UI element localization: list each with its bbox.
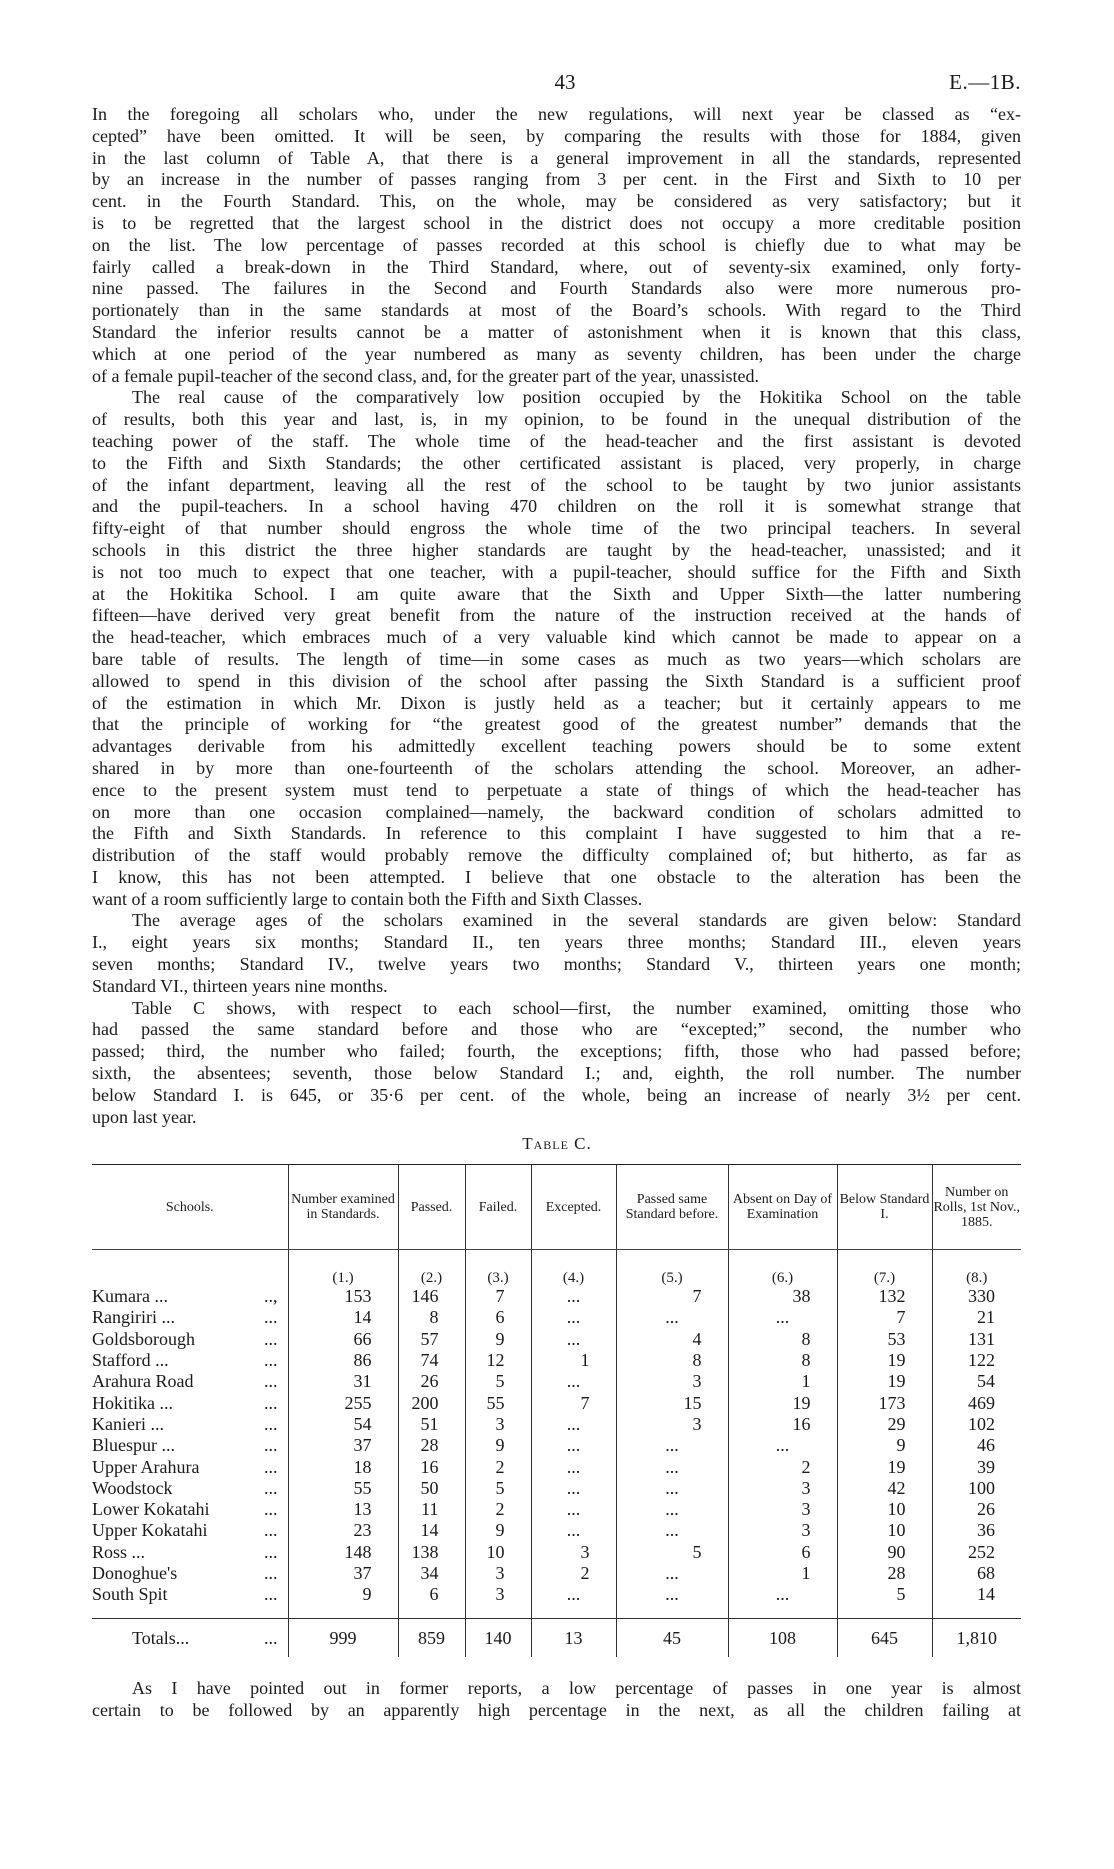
table-cell: ... bbox=[616, 1307, 728, 1328]
column-header: Excepted. bbox=[531, 1165, 616, 1250]
column-number: (8.) bbox=[932, 1250, 1021, 1287]
text-line: is to be regretted that the largest school in the district does not occupy a more creditable position bbox=[92, 212, 1021, 233]
column-header: Below Standard I. bbox=[837, 1165, 932, 1250]
text-line: Standard VI., thirteen years nine months. bbox=[92, 975, 388, 996]
table-cell: 29 bbox=[837, 1414, 932, 1435]
school-name: Arahura Road bbox=[92, 1371, 194, 1392]
table-cell: 4 bbox=[616, 1329, 728, 1350]
table-cell: 37 bbox=[288, 1563, 398, 1584]
table-row bbox=[92, 1542, 1021, 1563]
table-cell: 3 bbox=[616, 1414, 728, 1435]
table-row bbox=[92, 1520, 1021, 1541]
table-cell: 15 bbox=[616, 1392, 728, 1413]
table-cell: 54 bbox=[288, 1414, 398, 1435]
table-cell: ... bbox=[531, 1329, 616, 1350]
leader-dots: ... bbox=[264, 1499, 278, 1520]
text-line: cepted” have been omitted. It will be seen, by comparing the results with those for 1884, given bbox=[92, 125, 1021, 146]
table-cell: 122 bbox=[932, 1350, 1021, 1371]
text-line: of results, both this year and last, is, in my opinion, to be found in the unequal distribution of the bbox=[92, 409, 1021, 430]
table-row bbox=[92, 1563, 1021, 1584]
table-cell: 74 bbox=[398, 1350, 465, 1371]
table-row bbox=[92, 1350, 1021, 1371]
table-cell: 173 bbox=[837, 1392, 932, 1413]
column-number: (7.) bbox=[837, 1250, 932, 1287]
table-cell: ... bbox=[531, 1499, 616, 1520]
table-cell: ... bbox=[616, 1456, 728, 1477]
school-cell bbox=[92, 1307, 288, 1328]
table-cell: 54 bbox=[932, 1371, 1021, 1392]
total-cell: 1,810 bbox=[932, 1619, 1021, 1658]
table-header-row bbox=[92, 1165, 1021, 1250]
table-cell: 3 bbox=[616, 1371, 728, 1392]
text-line: and the pupil-teachers. In a school having 470 children on the roll it is somewhat strange that bbox=[92, 496, 1021, 517]
table-cell: 9 bbox=[288, 1584, 398, 1605]
column-number: (1.) bbox=[288, 1250, 398, 1287]
text-line: I know, this has not been attempted. I believe that one obstacle to the alteration has been the bbox=[92, 866, 1021, 887]
table-cell: 5 bbox=[465, 1371, 531, 1392]
school-cell bbox=[92, 1563, 288, 1584]
column-number: (5.) bbox=[616, 1250, 728, 1287]
school-cell bbox=[92, 1456, 288, 1477]
text-line: had passed the same standard before and those who are “excepted;” second, the number who bbox=[92, 1019, 1021, 1040]
text-line: nine passed. The failures in the Second and Fourth Standards also were more numerous pro- bbox=[92, 278, 1021, 299]
table-cell: ... bbox=[531, 1435, 616, 1456]
leader-dots: ... bbox=[264, 1392, 278, 1413]
leader-dots: ... bbox=[264, 1350, 278, 1371]
table-cell: 9 bbox=[837, 1435, 932, 1456]
text-line: Standard the inferior results cannot be a matter of astonishment when it is known that this class, bbox=[92, 321, 1021, 342]
table-cell: 5 bbox=[837, 1584, 932, 1605]
table-cell: ... bbox=[616, 1478, 728, 1499]
table-cell: 153 bbox=[288, 1286, 398, 1307]
school-cell bbox=[92, 1584, 288, 1605]
total-cell: 140 bbox=[465, 1619, 531, 1658]
leader-dots: ... bbox=[264, 1627, 278, 1648]
table-cell: 1 bbox=[531, 1350, 616, 1371]
text-line: which at one period of the year numbered as many as seventy children, has been under the charge bbox=[92, 343, 1021, 364]
table-cell: ... bbox=[616, 1435, 728, 1456]
table-cell: 13 bbox=[288, 1499, 398, 1520]
table-cell: 10 bbox=[837, 1520, 932, 1541]
text-line: by an increase in the number of passes ranging from 3 per cent. in the First and Sixth to 10 per bbox=[92, 169, 1021, 190]
totals-row bbox=[92, 1619, 1021, 1658]
text-line: the head-teacher, which embraces much of a very valuable kind which cannot be made to appear on a bbox=[92, 627, 1021, 648]
text-line: of a female pupil-teacher of the second class, and, for the greater part of the year, unassisted. bbox=[92, 365, 759, 386]
table-row bbox=[92, 1456, 1021, 1477]
table-cell: 36 bbox=[932, 1520, 1021, 1541]
table-cell: 6 bbox=[728, 1542, 837, 1563]
table-cell: 2 bbox=[465, 1456, 531, 1477]
school-cell bbox=[92, 1414, 288, 1435]
school-name: Lower Kokatahi bbox=[92, 1499, 210, 1520]
school-name: Bluespur ... bbox=[92, 1435, 175, 1456]
leader-dots: ... bbox=[264, 1413, 278, 1434]
school-cell bbox=[92, 1350, 288, 1371]
table-cell: 50 bbox=[398, 1478, 465, 1499]
text-line: portionately than in the same standards at most of the Board’s schools. With regard to the Third bbox=[92, 300, 1021, 321]
page-number: 43 bbox=[554, 70, 576, 94]
table-cell: 19 bbox=[837, 1371, 932, 1392]
column-number: (2.) bbox=[398, 1250, 465, 1287]
text-line: fifty-eight of that number should engross the whole time of the two principal teachers. In several bbox=[92, 518, 1021, 539]
text-line: of the infant department, leaving all the rest of the school to be taught by two junior assistants bbox=[92, 474, 1021, 495]
table-cell: 57 bbox=[398, 1329, 465, 1350]
table-cell: 3 bbox=[728, 1499, 837, 1520]
table-cell: 2 bbox=[465, 1499, 531, 1520]
table-cell: 55 bbox=[465, 1392, 531, 1413]
table-cell: 26 bbox=[398, 1371, 465, 1392]
table-cell: ... bbox=[616, 1584, 728, 1605]
leader-dots: ... bbox=[264, 1541, 278, 1562]
table-cell: 34 bbox=[398, 1563, 465, 1584]
table-cell: 39 bbox=[932, 1456, 1021, 1477]
school-cell bbox=[92, 1392, 288, 1413]
school-cell bbox=[92, 1499, 288, 1520]
total-cell: 645 bbox=[837, 1619, 932, 1658]
school-name: Ross ... bbox=[92, 1541, 146, 1562]
table-cell: 86 bbox=[288, 1350, 398, 1371]
table-cell: 53 bbox=[837, 1329, 932, 1350]
school-name: Kumara ... bbox=[92, 1286, 168, 1307]
text-line: Table C shows, with respect to each school—first, the number examined, omitting those who bbox=[132, 997, 1021, 1018]
paragraph bbox=[92, 104, 1021, 387]
table-cell: 23 bbox=[288, 1520, 398, 1541]
school-name: South Spit bbox=[92, 1584, 168, 1605]
table-cell: 255 bbox=[288, 1392, 398, 1413]
table-cell: 1 bbox=[728, 1371, 837, 1392]
school-name: Kanieri ... bbox=[92, 1413, 164, 1434]
table-cell: 7 bbox=[616, 1286, 728, 1307]
table-cell: 8 bbox=[728, 1350, 837, 1371]
table-cell: 12 bbox=[465, 1350, 531, 1371]
table-cell: 1 bbox=[728, 1563, 837, 1584]
table-cell: 55 bbox=[288, 1478, 398, 1499]
table-cell: 3 bbox=[531, 1542, 616, 1563]
table-row bbox=[92, 1435, 1021, 1456]
text-line: sixth, the absentees; seventh, those below Standard I.; and, eighth, the roll number. The number bbox=[92, 1063, 1021, 1084]
table-cell: 16 bbox=[728, 1414, 837, 1435]
school-cell bbox=[92, 1329, 288, 1350]
table-cell: 51 bbox=[398, 1414, 465, 1435]
table-cell: 5 bbox=[465, 1478, 531, 1499]
leader-dots: ... bbox=[264, 1371, 278, 1392]
table-cell: 6 bbox=[465, 1307, 531, 1328]
table-cell: 7 bbox=[837, 1307, 932, 1328]
table-cell: 10 bbox=[465, 1542, 531, 1563]
text-line: seven months; Standard IV., twelve years two months; Standard V., thirteen years one month; bbox=[92, 954, 1021, 975]
table-cell: 14 bbox=[288, 1307, 398, 1328]
text-line: at the Hokitika School. I am quite aware that the Sixth and Upper Sixth—the latter numbering bbox=[92, 583, 1021, 604]
table-cell: 31 bbox=[288, 1371, 398, 1392]
column-number: (6.) bbox=[728, 1250, 837, 1287]
table-cell: 6 bbox=[398, 1584, 465, 1605]
table-cell: 3 bbox=[465, 1584, 531, 1605]
table-cell: 9 bbox=[465, 1329, 531, 1350]
table-cell: 100 bbox=[932, 1478, 1021, 1499]
table-cell: 3 bbox=[465, 1414, 531, 1435]
table-cell: 46 bbox=[932, 1435, 1021, 1456]
table-cell: 19 bbox=[728, 1392, 837, 1413]
text-line: to the Fifth and Sixth Standards; the other certificated assistant is placed, very properly, in charge bbox=[92, 452, 1021, 473]
leader-dots: ... bbox=[264, 1307, 278, 1328]
column-header: Schools. bbox=[92, 1165, 288, 1250]
column-header: Passed. bbox=[398, 1165, 465, 1250]
table-cell: 26 bbox=[932, 1499, 1021, 1520]
table-cell: 9 bbox=[465, 1520, 531, 1541]
column-number: (4.) bbox=[531, 1250, 616, 1287]
text-line: in the last column of Table A, that there is a general improvement in all the standards, represented bbox=[92, 147, 1021, 168]
leader-dots: ... bbox=[264, 1477, 278, 1498]
text-line: The average ages of the scholars examined in the several standards are given below: Standard bbox=[132, 910, 1021, 931]
text-line: passed; third, the number who failed; fourth, the exceptions; fifth, those who had passed before; bbox=[92, 1041, 1021, 1062]
table-cell: ... bbox=[531, 1307, 616, 1328]
table-cell: 16 bbox=[398, 1456, 465, 1477]
text-line: As I have pointed out in former reports, a low percentage of passes in one year is almost bbox=[132, 1678, 1021, 1698]
column-header: Passed same Standard before. bbox=[616, 1165, 728, 1250]
total-cell: 13 bbox=[531, 1619, 616, 1658]
table-cell: ... bbox=[531, 1286, 616, 1307]
table-row bbox=[92, 1371, 1021, 1392]
table-cell: 3 bbox=[465, 1563, 531, 1584]
column-header: Failed. bbox=[465, 1165, 531, 1250]
table-cell: 8 bbox=[616, 1350, 728, 1371]
table-cell: 8 bbox=[398, 1307, 465, 1328]
table-cell: 9 bbox=[465, 1435, 531, 1456]
column-header: Absent on Day of Examination bbox=[728, 1165, 837, 1250]
text-line: certain to be followed by an apparently high percentage in the next, as all the children failing at bbox=[92, 1699, 1021, 1720]
text-line: fairly called a break-down in the Third Standard, where, out of seventy-six examined, only forty- bbox=[92, 256, 1021, 277]
text-line: of the estimation in which Mr. Dixon is justly held as a teacher; but it certainly appears to me bbox=[92, 692, 1021, 713]
table-row bbox=[92, 1584, 1021, 1605]
text-line: schools in this district the three higher standards are taught by the head-teacher, unassisted; and it bbox=[92, 539, 1021, 560]
table-cell: 28 bbox=[837, 1563, 932, 1584]
text-line: In the foregoing all scholars who, under the new regulations, will next year be classed as “ex- bbox=[92, 104, 1021, 124]
table-cell: 3 bbox=[728, 1520, 837, 1541]
table-cell: 7 bbox=[465, 1286, 531, 1307]
table-cell: 3 bbox=[728, 1478, 837, 1499]
text-line: the Fifth and Sixth Standards. In reference to this complaint I have suggested to him that a re- bbox=[92, 823, 1021, 844]
table-cell: 2 bbox=[728, 1456, 837, 1477]
text-line: is not too much to expect that one teacher, with a pupil-teacher, should suffice for the Fifth and Sixth bbox=[92, 561, 1021, 582]
table-cell: 148 bbox=[288, 1542, 398, 1563]
table-cell: 138 bbox=[398, 1542, 465, 1563]
school-cell bbox=[92, 1478, 288, 1499]
school-name: Upper Kokatahi bbox=[92, 1520, 208, 1541]
table-cell: ... bbox=[728, 1307, 837, 1328]
column-number bbox=[92, 1250, 288, 1287]
leader-dots: ... bbox=[264, 1328, 278, 1349]
text-line: distribution of the staff would probably remove the difficulty complained of; but hitherto, as far as bbox=[92, 845, 1021, 866]
school-name: Goldsborough bbox=[92, 1328, 195, 1349]
table-cell: 469 bbox=[932, 1392, 1021, 1413]
school-name: Donoghue's bbox=[92, 1563, 178, 1583]
table-cell: 19 bbox=[837, 1456, 932, 1477]
table-row bbox=[92, 1414, 1021, 1435]
table-row bbox=[92, 1307, 1021, 1328]
school-cell bbox=[92, 1286, 288, 1307]
table-row bbox=[92, 1478, 1021, 1499]
school-cell bbox=[92, 1542, 288, 1563]
table-cell: ... bbox=[531, 1478, 616, 1499]
table-cell: ... bbox=[531, 1414, 616, 1435]
table-cell: ... bbox=[531, 1371, 616, 1392]
footer-paragraph bbox=[92, 1678, 1021, 1722]
table-cell: 131 bbox=[932, 1329, 1021, 1350]
table-cell: 90 bbox=[837, 1542, 932, 1563]
text-line: want of a room sufficiently large to contain both the Fifth and Sixth Classes. bbox=[92, 888, 643, 909]
paragraph bbox=[92, 910, 1021, 997]
table-cell: 5 bbox=[616, 1542, 728, 1563]
school-name: Hokitika ... bbox=[92, 1392, 173, 1413]
text-line: fifteen—have derived very great benefit from the nature of the instruction received at the hands of bbox=[92, 605, 1021, 626]
text-line: on more than one occasion complained—namely, the backward condition of scholars admitted to bbox=[92, 801, 1021, 822]
table-cell: 68 bbox=[932, 1563, 1021, 1584]
table-row bbox=[92, 1392, 1021, 1413]
table-row bbox=[92, 1329, 1021, 1350]
text-line: below Standard I. is 645, or 35·6 per cent. of the whole, being an increase of nearly 3½ per cent. bbox=[92, 1084, 1021, 1105]
column-number: (3.) bbox=[465, 1250, 531, 1287]
table-cell: ... bbox=[728, 1435, 837, 1456]
document-reference: E.—1B. bbox=[949, 70, 1021, 94]
table-row bbox=[92, 1286, 1021, 1307]
total-cell: 108 bbox=[728, 1619, 837, 1658]
text-line: teaching power of the staff. The whole time of the head-teacher and the first assistant is devoted bbox=[92, 430, 1021, 451]
text-line: advantages derivable from his admittedly excellent teaching powers should be to some extent bbox=[92, 736, 1021, 757]
table-cell: 2 bbox=[531, 1563, 616, 1584]
total-cell: 999 bbox=[288, 1619, 398, 1658]
column-number-row bbox=[92, 1250, 1021, 1287]
body-text bbox=[92, 104, 1021, 1128]
text-line: shared in by more than one-fourteenth of the scholars attending the school. Moreover, an adher- bbox=[92, 757, 1021, 778]
table-cell: 200 bbox=[398, 1392, 465, 1413]
table-cell: 7 bbox=[531, 1392, 616, 1413]
table-cell: 19 bbox=[837, 1350, 932, 1371]
table-cell: 37 bbox=[288, 1435, 398, 1456]
table-cell: 42 bbox=[837, 1478, 932, 1499]
school-name: Totals... bbox=[132, 1627, 190, 1648]
table-cell: 8 bbox=[728, 1329, 837, 1350]
text-line: ence to the present system must tend to perpetuate a state of things of which the head-teacher has bbox=[92, 779, 1021, 800]
column-header: Number examined in Standards. bbox=[288, 1165, 398, 1250]
school-name: Upper Arahura bbox=[92, 1456, 200, 1477]
table-cell: ... bbox=[531, 1456, 616, 1477]
table-cell: ... bbox=[531, 1520, 616, 1541]
column-header: Number on Rolls, 1st Nov., 1885. bbox=[932, 1165, 1021, 1250]
table-cell: ... bbox=[728, 1584, 837, 1605]
text-line: allowed to spend in this division of the school after passing the Sixth Standard is a sufficient proof bbox=[92, 670, 1021, 691]
text-line: I., eight years six months; Standard II., ten years three months; Standard III., eleven years bbox=[92, 932, 1021, 953]
table-cell: 21 bbox=[932, 1307, 1021, 1328]
leader-dots: .., bbox=[264, 1286, 278, 1307]
school-name: Stafford ... bbox=[92, 1350, 169, 1371]
paragraph bbox=[92, 998, 1021, 1129]
text-line: The real cause of the comparatively low position occupied by the Hokitika School on the table bbox=[132, 387, 1021, 408]
leader-dots: ... bbox=[264, 1563, 278, 1583]
total-cell: 859 bbox=[398, 1619, 465, 1658]
table-c bbox=[92, 1164, 1021, 1657]
text-line: on the list. The low percentage of passes recorded at this school is chiefly due to what may be bbox=[92, 234, 1021, 255]
table-cell: 28 bbox=[398, 1435, 465, 1456]
table-cell: 38 bbox=[728, 1286, 837, 1307]
table-cell: 11 bbox=[398, 1499, 465, 1520]
school-cell bbox=[92, 1619, 288, 1658]
table-cell: ... bbox=[616, 1499, 728, 1520]
school-name: Rangiriri ... bbox=[92, 1307, 175, 1328]
table-cell: ... bbox=[616, 1563, 728, 1584]
table-cell: 10 bbox=[837, 1499, 932, 1520]
table-cell: 18 bbox=[288, 1456, 398, 1477]
leader-dots: ... bbox=[264, 1584, 278, 1605]
paragraph bbox=[92, 387, 1021, 910]
school-cell bbox=[92, 1435, 288, 1456]
school-name: Woodstock bbox=[92, 1477, 173, 1498]
table-cell: 132 bbox=[837, 1286, 932, 1307]
table-cell: 146 bbox=[398, 1286, 465, 1307]
table-cell: 330 bbox=[932, 1286, 1021, 1307]
table-cell: 102 bbox=[932, 1414, 1021, 1435]
table-cell: ... bbox=[531, 1584, 616, 1605]
table-row bbox=[92, 1499, 1021, 1520]
text-line: that the principle of working for “the greatest good of the greatest number” demands that the bbox=[92, 714, 1021, 735]
leader-dots: ... bbox=[264, 1435, 278, 1456]
school-cell bbox=[92, 1520, 288, 1541]
leader-dots: ... bbox=[264, 1456, 278, 1477]
leader-dots: ... bbox=[264, 1520, 278, 1541]
table-cell: 252 bbox=[932, 1542, 1021, 1563]
table-caption: Table C. bbox=[522, 1134, 592, 1153]
total-cell: 45 bbox=[616, 1619, 728, 1658]
table-cell: 66 bbox=[288, 1329, 398, 1350]
text-line: upon last year. bbox=[92, 1106, 197, 1127]
table-cell: ... bbox=[616, 1520, 728, 1541]
table-cell: 14 bbox=[932, 1584, 1021, 1605]
school-cell bbox=[92, 1371, 288, 1392]
table-cell: 14 bbox=[398, 1520, 465, 1541]
text-line: bare table of results. The length of time—in some cases as much as two years—which scholars are bbox=[92, 648, 1021, 669]
text-line: cent. in the Fourth Standard. This, on the whole, may be considered as very satisfactory; but it bbox=[92, 191, 1021, 212]
